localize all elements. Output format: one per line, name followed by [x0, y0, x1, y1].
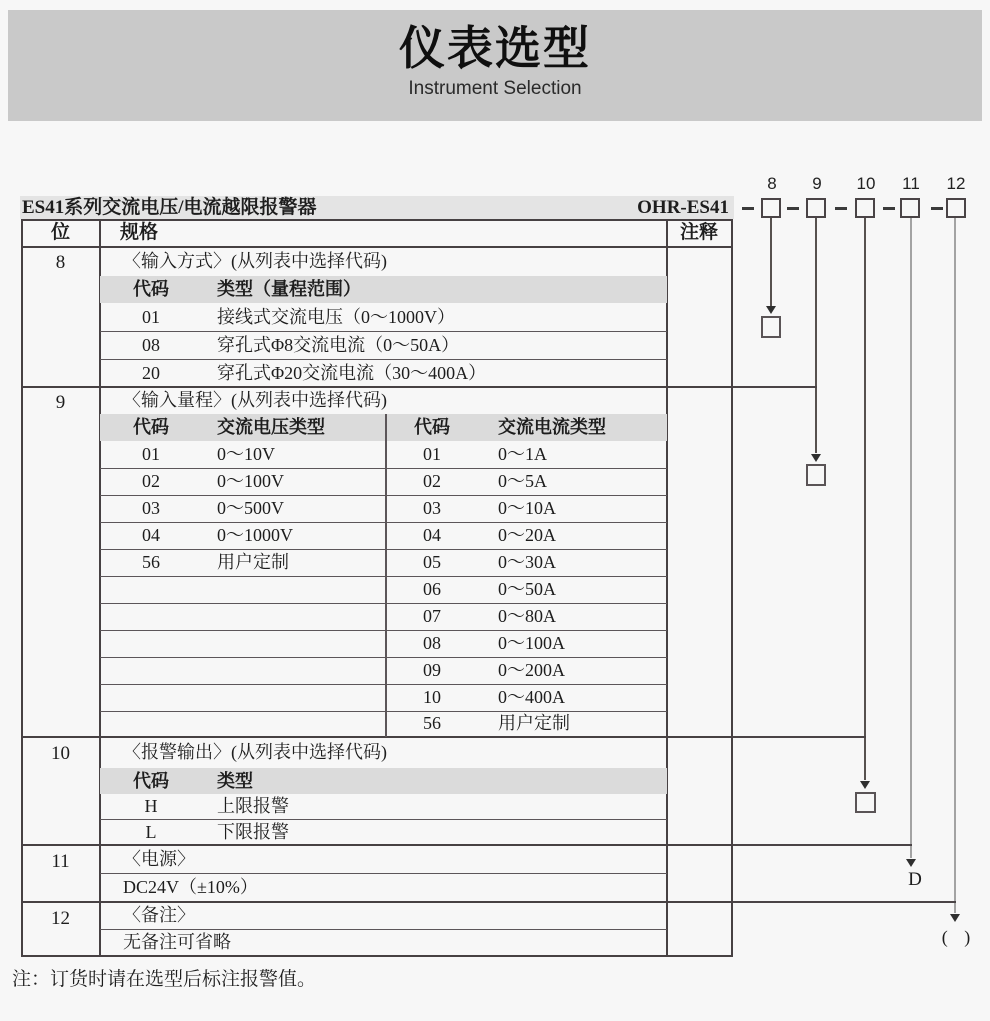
code-digit-label: 8: [767, 174, 777, 193]
table-title-bar: [20, 196, 734, 219]
table-row: [100, 873, 667, 902]
banner: [8, 10, 982, 121]
table-row: [100, 468, 667, 496]
arrow-down-icon: [906, 859, 916, 867]
code-cell: 07: [423, 606, 441, 626]
position-number: 8: [55, 252, 66, 273]
code-cell: 03: [423, 498, 441, 518]
section-label: 〈输入方式〉(从列表中选择代码): [123, 251, 387, 271]
type-header: 类型: [217, 771, 253, 791]
code-header: 代码: [414, 417, 450, 437]
answer-box: [806, 464, 826, 486]
type-cell: 接线式交流电压（0～1000V）: [217, 307, 455, 327]
arrow-down-icon: [950, 914, 960, 922]
section-label: 〈报警输出〉(从列表中选择代码): [123, 742, 387, 762]
page-subtitle: Instrument Selection: [408, 78, 582, 99]
code-cell: 56: [423, 713, 441, 733]
code-cell: 04: [142, 525, 160, 545]
code-cell: 02: [142, 471, 160, 491]
type-cell: 0～1A: [498, 444, 547, 464]
code-digit-label: 9: [812, 174, 822, 193]
table-border: [21, 955, 733, 957]
type-cell: 0～20A: [498, 525, 556, 545]
power-code-value: D: [908, 869, 922, 890]
connector-line: [733, 736, 866, 738]
connector-line: [733, 901, 956, 903]
code-slot-box: [855, 198, 875, 218]
table-row: [100, 684, 667, 712]
section-label: 〈电源〉: [123, 849, 195, 869]
table-row: [100, 710, 667, 737]
table-row: [100, 441, 667, 469]
table-body: [21, 219, 733, 957]
remark-parens: ( ): [941, 927, 977, 947]
type-cell: 0～50A: [498, 579, 556, 599]
dash-separator: [835, 207, 847, 210]
model-prefix: OHR-ES41: [637, 197, 729, 218]
section-11-label-row: [100, 845, 667, 874]
table-row: [100, 657, 667, 685]
code-cell: 01: [142, 307, 160, 327]
code-cell: 01: [423, 444, 441, 464]
table-row: [100, 576, 667, 604]
connector-line: [733, 844, 912, 846]
dash-separator: [883, 207, 895, 210]
type-cell: 上限报警: [217, 796, 289, 816]
table-row: [100, 359, 667, 387]
type-cell: 0～1000V: [217, 525, 293, 545]
connector-line: [733, 386, 817, 388]
code-cell: 01: [142, 444, 160, 464]
position-number: 12: [51, 908, 70, 929]
code-cell: 56: [142, 552, 160, 572]
code-cell: 05: [423, 552, 441, 572]
code-slot-box: [900, 198, 920, 218]
table-border: [731, 219, 733, 957]
answer-box: [761, 316, 781, 338]
type-cell: 下限报警: [217, 822, 289, 842]
code-cell: 09: [423, 660, 441, 680]
code-slot-box: [806, 198, 826, 218]
dash-separator: [931, 207, 943, 210]
type-header: 交流电压类型: [217, 417, 325, 437]
code-slot-box: [946, 198, 966, 218]
code-slot-box: [761, 198, 781, 218]
section-label: 〈备注〉: [123, 905, 195, 925]
section-12-label-row: [100, 902, 667, 930]
table-row: [100, 794, 667, 820]
section-10-label-row: [100, 737, 667, 768]
section-8-subheader: [100, 276, 667, 303]
code-cell: L: [145, 822, 157, 842]
code-cell: 20: [142, 363, 160, 383]
code-header: 代码: [133, 279, 169, 299]
type-cell: 用户定制: [498, 713, 570, 733]
arrow-down-icon: [766, 306, 776, 314]
code-digit-label: 10: [856, 174, 876, 193]
code-cell: 02: [423, 471, 441, 491]
code-cell: 08: [423, 633, 441, 653]
code-digit-label: 12: [946, 174, 966, 193]
dash-separator: [787, 207, 799, 210]
type-cell: 0～100V: [217, 471, 284, 491]
position-number: 11: [51, 851, 70, 872]
drop-line: [910, 218, 912, 858]
table-row: [100, 630, 667, 658]
code-header: 代码: [133, 771, 169, 791]
value-cell: DC24V（±10%）: [123, 877, 258, 897]
drop-line: [770, 218, 772, 306]
type-cell: 0～400A: [498, 687, 565, 707]
footnote: 注：订货时请在选型后标注报警值。: [12, 969, 317, 990]
code-cell: 08: [142, 335, 160, 355]
page-title: 仪表选型: [399, 22, 591, 74]
type-cell: 穿孔式Φ8交流电流（0～50A）: [217, 335, 460, 355]
type-cell: 穿孔式Φ20交流电流（30～400A）: [217, 363, 487, 383]
section-9-label-row: [100, 387, 667, 414]
code-cell: H: [144, 796, 158, 816]
code-cell: 10: [423, 687, 441, 707]
drop-line: [864, 218, 866, 780]
type-cell: 0～80A: [498, 606, 556, 626]
type-cell: 0～500V: [217, 498, 284, 518]
type-cell: 0～30A: [498, 552, 556, 572]
col-header-position: 位: [50, 222, 70, 243]
table-row: [100, 929, 667, 955]
type-cell: 0～10A: [498, 498, 556, 518]
table-row: [100, 522, 667, 550]
code-digit-label: 11: [902, 174, 920, 193]
col-header-spec: 规格: [120, 222, 159, 243]
table-row: [100, 303, 667, 332]
table-row: [100, 549, 667, 577]
table-row: [100, 495, 667, 523]
section-9-subheader: [100, 414, 667, 441]
arrow-down-icon: [860, 781, 870, 789]
answer-box: [855, 792, 876, 813]
drop-line: [815, 218, 817, 453]
code-cell: 06: [423, 579, 441, 599]
type-cell: 0～5A: [498, 471, 547, 491]
type-cell: 0～10V: [217, 444, 275, 464]
table-row: [100, 819, 667, 845]
type-cell: 0～100A: [498, 633, 565, 653]
section-10-subheader: [100, 768, 667, 794]
position-number: 9: [55, 392, 66, 413]
col-header-note: 注释: [679, 222, 718, 243]
section-label: 〈输入量程〉(从列表中选择代码): [123, 390, 387, 410]
code-cell: 04: [423, 525, 441, 545]
type-header: 类型（量程范围）: [217, 279, 361, 299]
table-row: [100, 331, 667, 360]
dash-separator: [742, 207, 754, 210]
series-title: ES41系列交流电压/电流越限报警器: [22, 197, 317, 218]
drop-line: [954, 218, 956, 913]
table-row: [100, 603, 667, 631]
code-header: 代码: [133, 417, 169, 437]
type-cell: 用户定制: [217, 552, 289, 572]
type-cell: 0～200A: [498, 660, 565, 680]
position-number: 10: [51, 743, 70, 764]
code-cell: 03: [142, 498, 160, 518]
arrow-down-icon: [811, 454, 821, 462]
type-header: 交流电流类型: [498, 417, 606, 437]
table-border: [21, 219, 23, 957]
section-8-label-row: [100, 247, 667, 276]
value-cell: 无备注可省略: [123, 932, 231, 952]
